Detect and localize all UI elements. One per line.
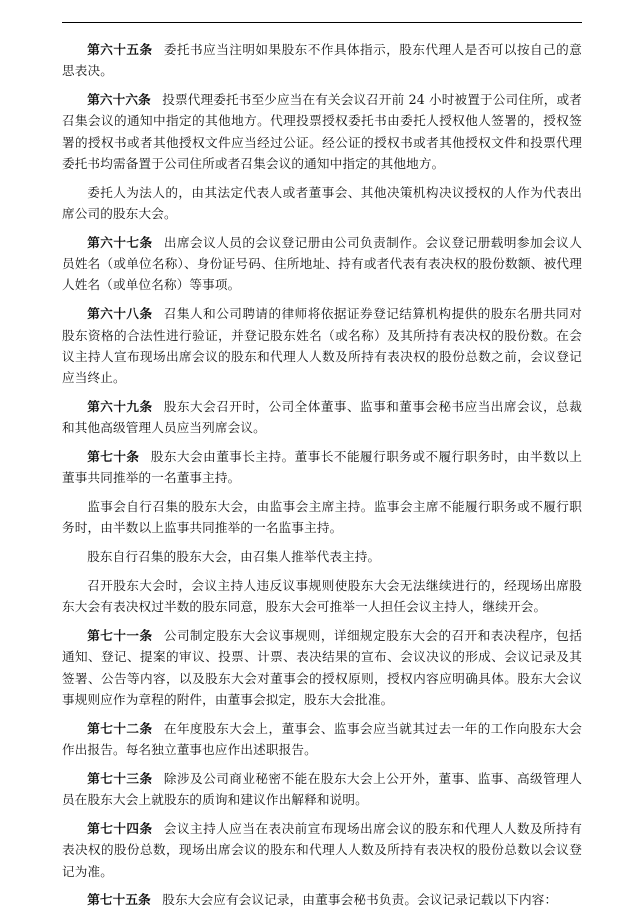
article-text: 股东大会由董事长主持。董事长不能履行职务或不履行职务时，由半数以上董事共同推举的一名董事主持。 xyxy=(62,449,582,486)
article-70 xyxy=(62,446,582,489)
article-text: 委托人为法人的，由其法定代表人或者董事会、其他决策机构决议授权的人作为代表出席公司的股东大会。 xyxy=(62,184,582,222)
article-number: 第七十一条 xyxy=(87,628,153,644)
article-72 xyxy=(62,718,582,761)
article-65 xyxy=(62,39,582,82)
article-text: 监事会自行召集的股东大会，由监事会主席主持。监事会主席不能履行职务或不履行职务时，由半数以上监事共同推举的一名监事主持。 xyxy=(62,499,582,536)
article-70-paragraph-3 xyxy=(62,546,582,567)
article-text: 出席会议人员的会议登记册由公司负责制作。会议登记册载明参加会议人员姓名（或单位名称）、身份证号码、住所地址、持有或者代表有表决权的股份数额、被代理人姓名（或单位名称）等事项。 xyxy=(62,234,582,293)
article-68 xyxy=(62,303,582,388)
article-number: 第七十四条 xyxy=(87,821,153,836)
article-number: 第六十五条 xyxy=(87,42,153,57)
article-number: 第七十条 xyxy=(87,449,140,465)
article-number: 第七十五条 xyxy=(87,892,151,908)
article-text: 委托书应当注明如果股东不作具体指示，股东代理人是否可以按自己的意思表决。 xyxy=(62,42,582,79)
article-66 xyxy=(62,89,582,174)
article-73 xyxy=(62,768,582,811)
article-text: 股东自行召集的股东大会，由召集人推举代表主持。 xyxy=(87,549,381,565)
article-text: 公司制定股东大会议事规则，详细规定股东大会的召开和表决程序，包括通知、登记、提案的审议、投票、计票、表决结果的宣布、会议决议的形成、会议记录及其签署、公告等内容，以及股东大会对董事会的授权原则，授权内容应明确具体。股东大会议事规则应作为章程的附件，由董事会拟定，股东大会批准。 xyxy=(62,628,582,708)
article-text: 股东大会召开时，公司全体董事、监事和董事会秘书应当出席会议，总裁和其他高级管理人员应当列席会议。 xyxy=(62,398,582,436)
article-text: 除涉及公司商业秘密不能在股东大会上公开外，董事、监事、高级管理人员在股东大会上就股东的质询和建议作出解释和说明。 xyxy=(62,770,582,808)
article-71 xyxy=(62,625,582,710)
article-text: 股东大会应有会议记录，由董事会秘书负责。会议记录记载以下内容： xyxy=(162,892,558,908)
article-number: 第六十九条 xyxy=(87,398,153,414)
header-rule xyxy=(62,22,582,23)
article-text: 召集人和公司聘请的律师将依据证券登记结算机构提供的股东名册共同对股东资格的合法性进行验证，并登记股东姓名（或名称）及其所持有表决权的股份数。在会议主持人宣布现场出席会议的股东和代理人人数及所持有表决权的股份总数之前，会议登记应当终止。 xyxy=(62,306,582,386)
article-number: 第七十三条 xyxy=(87,770,153,786)
article-67 xyxy=(62,232,582,296)
article-number: 第六十六条 xyxy=(87,92,151,108)
article-text: 召开股东大会时，会议主持人违反议事规则使股东大会无法继续进行的，经现场出席股东大会有表决权过半数的股东同意，股东大会可推举一人担任会议主持人，继续开会。 xyxy=(62,578,582,615)
article-text: 在年度股东大会上，董事会、监事会应当就其过去一年的工作向股东大会作出报告。每名独立董事也应作出述职报告。 xyxy=(62,720,582,758)
article-text: 投票代理委托书至少应当在有关会议召开前 24 小时被置于公司住所，或者召集会议的通知中指定的其他地方。代理投票授权委托书由委托人授权他人签署的，授权签署的授权书或者其他授权文件应当经过公证。经公证的授权书或者其他授权文件和投票代理委托书均需备置于公司住所或者召集会议的通知中指定的其他地方。 xyxy=(62,92,583,171)
article-70-paragraph-2 xyxy=(62,496,582,539)
document-body xyxy=(62,39,582,918)
article-74 xyxy=(62,818,582,882)
article-75 xyxy=(62,889,582,910)
article-70-paragraph-4 xyxy=(62,575,582,618)
article-number: 第六十八条 xyxy=(87,306,153,322)
article-number: 第六十七条 xyxy=(87,234,153,250)
article-69 xyxy=(62,396,582,439)
article-66-paragraph-2 xyxy=(62,182,582,225)
article-text: 会议主持人应当在表决前宣布现场出席会议的股东和代理人人数及所持有表决权的股份总数，现场出席会议的股东和代理人人数及所持有表决权的股份总数以会议登记为准。 xyxy=(62,821,582,879)
article-number: 第七十二条 xyxy=(87,720,153,736)
